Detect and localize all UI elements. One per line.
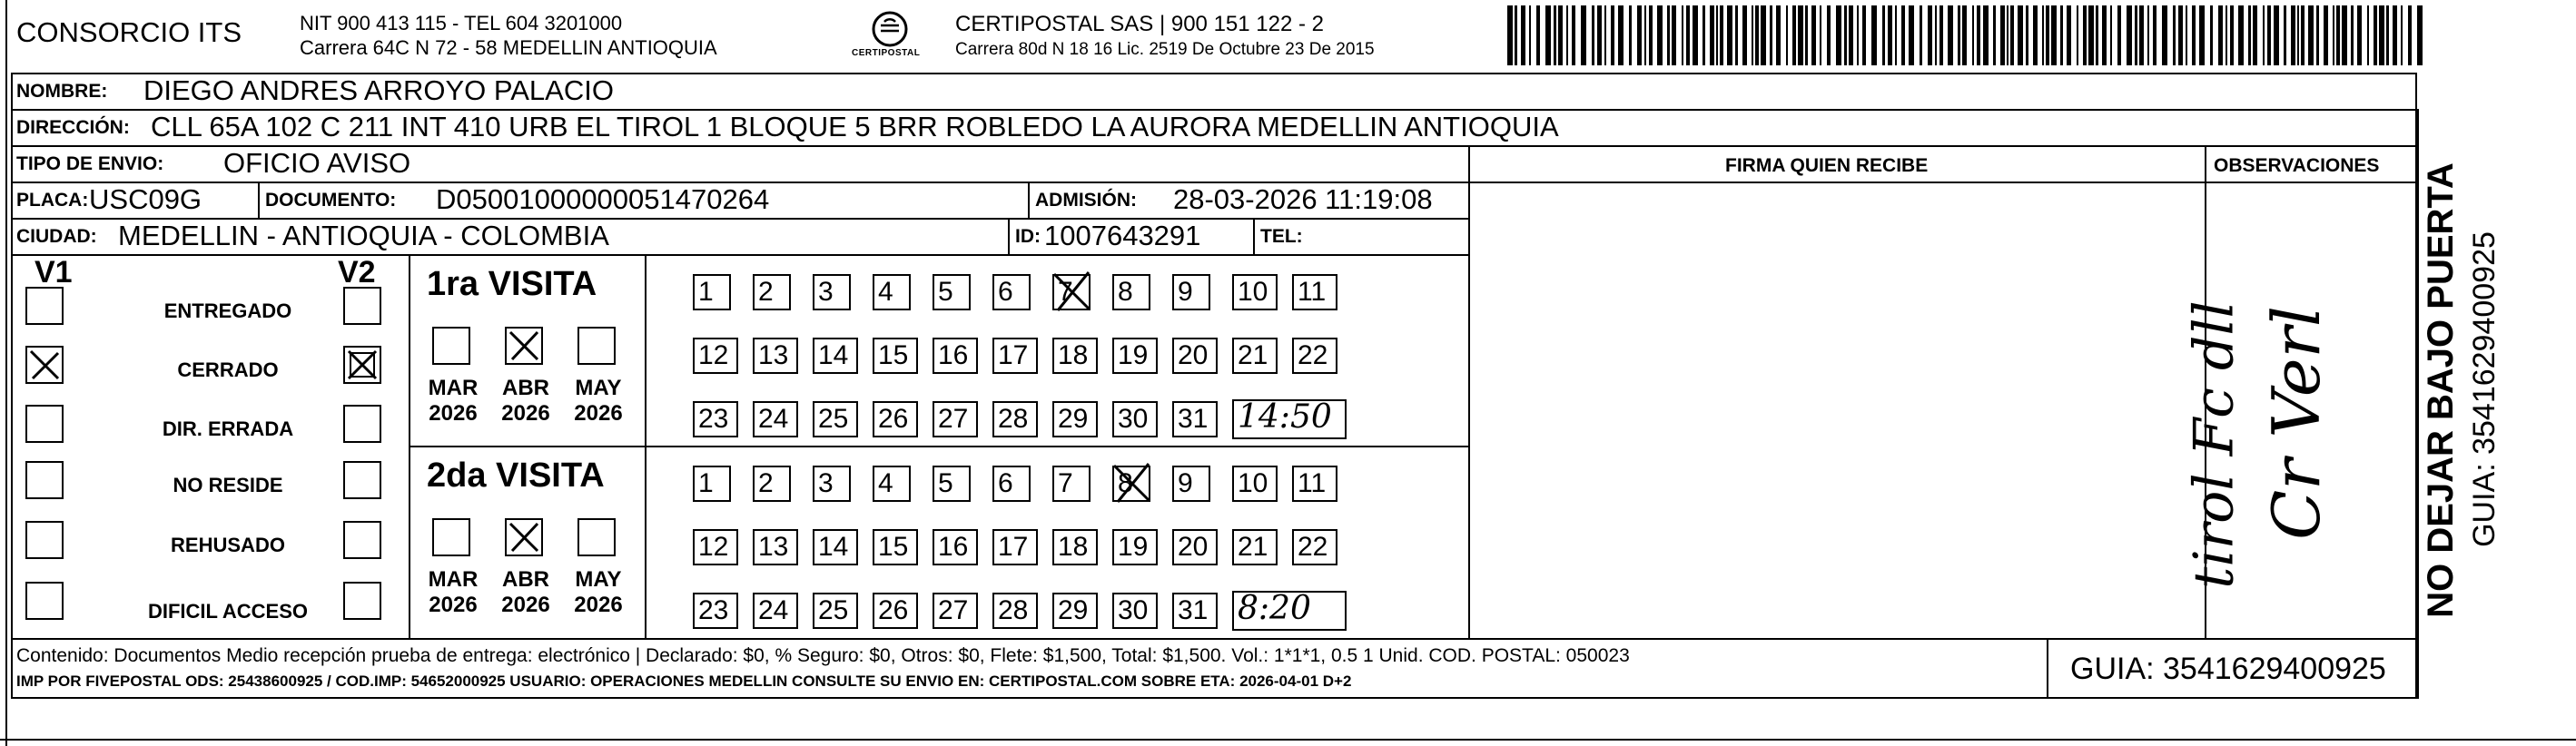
day-box[interactable] xyxy=(693,466,731,502)
day-number: 14 xyxy=(818,532,849,562)
day-box[interactable] xyxy=(873,593,918,629)
day-number: 5 xyxy=(938,277,953,307)
day-number: 25 xyxy=(818,404,849,434)
day-box[interactable] xyxy=(1232,274,1278,310)
day-number: 18 xyxy=(1058,532,1089,562)
day-number: 16 xyxy=(938,340,969,370)
day-number: 9 xyxy=(1178,468,1193,498)
status-label: REHUSADO xyxy=(171,534,285,556)
day-box[interactable] xyxy=(813,338,858,374)
status-v1-checkbox[interactable] xyxy=(25,287,64,325)
day-number: 15 xyxy=(878,340,909,370)
status-v2-checkbox[interactable] xyxy=(343,346,381,384)
day-box[interactable] xyxy=(753,338,798,374)
status-v1-checkbox[interactable] xyxy=(25,582,64,620)
x-mark-icon xyxy=(507,520,541,555)
no-dejar-bajo-puerta: NO DEJAR BAJO PUERTA xyxy=(2421,162,2461,618)
logo-text: CERTIPOSTAL xyxy=(852,48,921,58)
day-box[interactable] xyxy=(693,529,738,565)
handwritten-note xyxy=(2125,254,2334,626)
placa-value: USC09G xyxy=(89,183,202,215)
day-number: 31 xyxy=(1178,595,1209,625)
month-name: MAY xyxy=(575,567,622,592)
observaciones-label: OBSERVACIONES xyxy=(2214,155,2380,176)
day-box[interactable] xyxy=(1052,466,1091,502)
carrier-address: Carrera 80d N 18 16 Lic. 2519 De Octubre 23 De 2015 xyxy=(955,40,1375,59)
month-year: 2026 xyxy=(429,592,478,617)
day-box[interactable] xyxy=(992,338,1038,374)
month-name: MAY xyxy=(575,376,622,400)
day-number: 17 xyxy=(998,532,1029,562)
day-box[interactable] xyxy=(1052,593,1098,629)
documento-label: DOCUMENTO: xyxy=(265,190,397,211)
day-box[interactable] xyxy=(1172,274,1210,310)
day-number: 23 xyxy=(698,595,729,625)
day-box[interactable] xyxy=(1292,529,1337,565)
day-number: 26 xyxy=(878,595,909,625)
handwriting-line-2: Cr Verl xyxy=(2257,306,2334,540)
tel-label: TEL: xyxy=(1260,226,1303,247)
day-box[interactable] xyxy=(813,274,851,310)
status-v1-checkbox[interactable] xyxy=(25,405,64,443)
certipostal-logo xyxy=(844,9,935,62)
day-number: 11 xyxy=(1298,277,1327,307)
x-mark-icon xyxy=(507,329,541,363)
day-number: 13 xyxy=(758,340,789,370)
day-box[interactable] xyxy=(992,274,1031,310)
month-label xyxy=(498,376,554,426)
nombre-label: NOMBRE: xyxy=(16,81,108,102)
day-box[interactable] xyxy=(1052,529,1098,565)
visit-title: 2da VISITA xyxy=(427,456,605,495)
day-box[interactable] xyxy=(753,401,798,437)
day-box[interactable] xyxy=(1052,401,1098,437)
day-box[interactable] xyxy=(1292,466,1337,502)
day-box[interactable] xyxy=(933,529,978,565)
month-year: 2026 xyxy=(574,592,623,617)
side-guia: GUIA: 3541629400925 xyxy=(2467,231,2502,547)
visit-time: 14:50 xyxy=(1238,398,1332,436)
day-number: 8 xyxy=(1118,277,1133,307)
ciudad-value: MEDELLIN - ANTIOQUIA - COLOMBIA xyxy=(118,220,609,251)
day-box[interactable] xyxy=(1052,338,1098,374)
month-year: 2026 xyxy=(501,592,550,617)
day-number: 29 xyxy=(1058,595,1089,625)
day-number: 17 xyxy=(998,340,1029,370)
day-box[interactable] xyxy=(753,274,791,310)
direccion-label: DIRECCIÓN: xyxy=(16,117,130,138)
footer-imp: IMP POR FIVEPOSTAL ODS: 25438600925 / COD.IMP: 54652000925 USUARIO: OPERACIONES MEDELLIN CONSULTE SU ENVIO EN: CERTIPOSTAL.COM SOBRE ETA: 2026-04-01 D+2 xyxy=(16,672,1352,690)
day-number: 25 xyxy=(818,595,849,625)
day-number: 4 xyxy=(878,277,893,307)
day-number: 2 xyxy=(758,468,774,498)
day-number: 1 xyxy=(698,468,714,498)
status-label: NO RESIDE xyxy=(173,474,283,496)
status-v2-checkbox[interactable] xyxy=(343,582,381,620)
month-name: ABR xyxy=(502,376,549,400)
day-box[interactable] xyxy=(1172,338,1218,374)
visit-time-box[interactable] xyxy=(1232,399,1347,439)
day-box[interactable] xyxy=(813,401,858,437)
day-box[interactable] xyxy=(873,274,911,310)
firma-label: FIRMA QUIEN RECIBE xyxy=(1725,155,1929,176)
day-number: 15 xyxy=(878,532,909,562)
day-number: 14 xyxy=(818,340,849,370)
x-mark-icon xyxy=(1110,462,1154,504)
tipo-value: OFICIO AVISO xyxy=(223,147,411,179)
month-label xyxy=(570,376,627,426)
placa-label: PLACA: xyxy=(16,190,89,211)
day-number: 22 xyxy=(1298,340,1328,370)
day-box[interactable] xyxy=(693,338,738,374)
admision-value: 28-03-2026 11:19:08 xyxy=(1173,183,1433,215)
day-number: 12 xyxy=(698,532,729,562)
day-box[interactable] xyxy=(873,466,911,502)
day-box[interactable] xyxy=(1292,274,1337,310)
footer-guia: GUIA: 3541629400925 xyxy=(2070,652,2386,686)
ciudad-label: CIUDAD: xyxy=(16,226,97,247)
day-box[interactable] xyxy=(873,529,918,565)
day-number: 7 xyxy=(1058,277,1073,307)
month-checkbox-mar[interactable] xyxy=(432,518,470,556)
day-number: 20 xyxy=(1178,340,1209,370)
day-box[interactable] xyxy=(873,401,918,437)
day-box[interactable] xyxy=(1112,338,1158,374)
day-number: 3 xyxy=(818,468,834,498)
month-year: 2026 xyxy=(501,400,550,426)
day-box[interactable] xyxy=(1172,593,1218,629)
company-nit: NIT 900 413 115 - TEL 604 3201000 xyxy=(300,12,623,34)
day-box[interactable] xyxy=(1232,466,1278,502)
day-box[interactable] xyxy=(873,338,918,374)
day-number: 2 xyxy=(758,277,774,307)
month-checkbox-abr[interactable] xyxy=(505,518,543,556)
day-box[interactable] xyxy=(992,401,1038,437)
x-mark-icon xyxy=(1051,270,1094,312)
status-label: DIFICIL ACCESO xyxy=(147,600,308,623)
day-number: 20 xyxy=(1178,532,1209,562)
day-box[interactable] xyxy=(1232,338,1278,374)
month-checkbox-may[interactable] xyxy=(577,518,616,556)
month-name: MAR xyxy=(428,376,479,400)
carrier-name: CERTIPOSTAL SAS | 900 151 122 - 2 xyxy=(955,12,1324,36)
day-box[interactable] xyxy=(693,274,731,310)
day-number: 22 xyxy=(1298,532,1328,562)
month-checkbox-may[interactable] xyxy=(577,327,616,365)
day-number: 29 xyxy=(1058,404,1089,434)
day-box[interactable] xyxy=(693,593,738,629)
day-number: 24 xyxy=(758,595,789,625)
direccion-value: CLL 65A 102 C 211 INT 410 URB EL TIROL 1 BLOQUE 5 BRR ROBLEDO LA AURORA MEDELLIN ANTIOQUIA xyxy=(151,111,1559,142)
visit-time-box[interactable] xyxy=(1232,591,1347,631)
day-box[interactable] xyxy=(753,466,791,502)
day-box[interactable] xyxy=(992,466,1031,502)
day-number: 19 xyxy=(1118,532,1149,562)
day-box[interactable] xyxy=(1112,593,1158,629)
day-box[interactable] xyxy=(753,529,798,565)
footer-contenido: Contenido: Documentos Medio recepción prueba de entrega: electrónico | Declarado: $0, % Seguro: $0, Otros: $0, Flete: $1,500, Total: $1,500. Vol.: 1*1*1, 0.5 1 Unid. COD. POSTAL: 050023 xyxy=(16,645,1630,666)
day-number: 11 xyxy=(1298,468,1327,498)
status-v1-checkbox[interactable] xyxy=(25,461,64,499)
day-box[interactable] xyxy=(1112,529,1158,565)
status-v1-checkbox[interactable] xyxy=(25,521,64,559)
day-number: 18 xyxy=(1058,340,1089,370)
day-box[interactable] xyxy=(933,401,978,437)
day-box[interactable] xyxy=(992,529,1038,565)
day-number: 30 xyxy=(1118,595,1149,625)
day-number: 4 xyxy=(878,468,893,498)
day-box[interactable] xyxy=(992,593,1038,629)
day-box[interactable] xyxy=(1052,274,1091,310)
month-label xyxy=(498,567,554,617)
day-box[interactable] xyxy=(693,401,738,437)
day-box[interactable] xyxy=(1112,466,1150,502)
month-checkbox-mar[interactable] xyxy=(432,327,470,365)
day-box[interactable] xyxy=(1172,401,1218,437)
status-v2-checkbox[interactable] xyxy=(343,287,381,325)
day-number: 3 xyxy=(818,277,834,307)
admision-label: ADMISIÓN: xyxy=(1035,190,1137,211)
x-mark-icon xyxy=(27,348,62,382)
month-name: ABR xyxy=(502,567,549,592)
month-year: 2026 xyxy=(429,400,478,426)
day-box[interactable] xyxy=(933,338,978,374)
day-number: 6 xyxy=(998,468,1013,498)
day-box[interactable] xyxy=(933,274,971,310)
day-box[interactable] xyxy=(933,466,971,502)
day-number: 27 xyxy=(938,595,969,625)
company-name: CONSORCIO ITS xyxy=(16,16,242,48)
day-box[interactable] xyxy=(1112,401,1158,437)
visit-title: 1ra VISITA xyxy=(427,265,597,303)
day-number: 21 xyxy=(1238,340,1268,370)
day-number: 26 xyxy=(878,404,909,434)
v2-label: V2 xyxy=(338,255,376,290)
month-label xyxy=(425,376,481,426)
x-mark-icon xyxy=(345,348,380,382)
month-year: 2026 xyxy=(574,400,623,426)
day-number: 28 xyxy=(998,595,1029,625)
day-number: 21 xyxy=(1238,532,1268,562)
day-number: 19 xyxy=(1118,340,1149,370)
month-label xyxy=(570,567,627,617)
status-label: ENTREGADO xyxy=(163,299,292,322)
day-box[interactable] xyxy=(1172,529,1218,565)
month-name: MAR xyxy=(428,567,479,592)
day-number: 12 xyxy=(698,340,729,370)
status-v2-checkbox[interactable] xyxy=(343,521,381,559)
status-label: CERRADO xyxy=(177,358,279,381)
day-box[interactable] xyxy=(933,593,978,629)
day-number: 27 xyxy=(938,404,969,434)
day-number: 23 xyxy=(698,404,729,434)
visit-time: 8:20 xyxy=(1238,590,1311,627)
day-number: 24 xyxy=(758,404,789,434)
nombre-value: DIEGO ANDRES ARROYO PALACIO xyxy=(143,74,614,106)
company-address: Carrera 64C N 72 - 58 MEDELLIN ANTIOQUIA xyxy=(300,36,717,59)
day-number: 16 xyxy=(938,532,969,562)
day-box[interactable] xyxy=(1292,338,1337,374)
day-number: 10 xyxy=(1238,468,1268,498)
day-number: 8 xyxy=(1118,468,1133,498)
status-label: DIR. ERRADA xyxy=(162,417,294,440)
month-label xyxy=(425,567,481,617)
documento-value: D05001000000051470264 xyxy=(436,183,770,215)
day-number: 30 xyxy=(1118,404,1149,434)
day-box[interactable] xyxy=(753,593,798,629)
id-value: 1007643291 xyxy=(1044,220,1201,251)
handwriting-line-1: tirol Fc dll xyxy=(2182,300,2246,589)
barcode xyxy=(1507,5,2424,65)
day-number: 10 xyxy=(1238,277,1268,307)
month-checkbox-abr[interactable] xyxy=(505,327,543,365)
day-number: 13 xyxy=(758,532,789,562)
day-box[interactable] xyxy=(1232,529,1278,565)
side-text xyxy=(2423,109,2568,699)
day-box[interactable] xyxy=(1112,274,1150,310)
day-number: 6 xyxy=(998,277,1013,307)
day-box[interactable] xyxy=(1172,466,1210,502)
day-box[interactable] xyxy=(813,529,858,565)
day-number: 7 xyxy=(1058,468,1073,498)
day-number: 1 xyxy=(698,277,714,307)
day-number: 5 xyxy=(938,468,953,498)
day-number: 31 xyxy=(1178,404,1209,434)
day-box[interactable] xyxy=(813,466,851,502)
tipo-label: TIPO DE ENVIO: xyxy=(16,153,164,174)
id-label: ID: xyxy=(1015,226,1041,247)
day-box[interactable] xyxy=(813,593,858,629)
status-v1-checkbox[interactable] xyxy=(25,346,64,384)
day-number: 28 xyxy=(998,404,1029,434)
day-number: 9 xyxy=(1178,277,1193,307)
status-v2-checkbox[interactable] xyxy=(343,461,381,499)
status-v2-checkbox[interactable] xyxy=(343,405,381,443)
v1-label: V1 xyxy=(35,255,73,290)
